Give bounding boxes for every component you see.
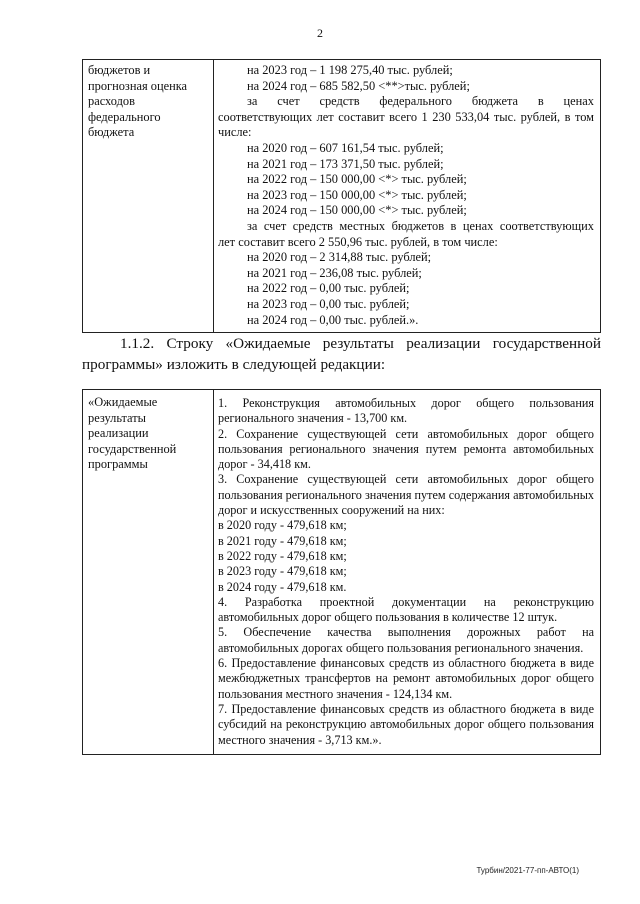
result-item: 1. Реконструкция автомобильных дорог общего пользования регионального значения - 13,700 км. [218, 396, 594, 426]
result-item: 2. Сохранение существующей сети автомобильных дорог общего пользования регионального значения путем ремонта автомобильных дорог - 34,418 км. [218, 426, 594, 472]
label-line: результаты [88, 410, 146, 425]
budget-line: на 2020 год – 2 314,88 тыс. рублей; [247, 250, 432, 265]
result-item: 7. Предоставление финансовых средств из областного бюджета в виде субсидий на реконструкцию автомобильных дорог общего пользования местного значения - 3,713 км.». [218, 701, 594, 747]
budget-line: за счет средств федерального бюджета в ценах [247, 94, 594, 109]
result-item: 4. Разработка проектной документации на реконструкцию автомобильных дорог общего пользования в количестве 12 штук. [218, 594, 594, 625]
label-line: бюджетов и [88, 63, 151, 77]
budget-line: на 2024 год – 0,00 тыс. рублей.». [247, 312, 419, 327]
amendment-paragraph: 1.1.2. Строку «Ожидаемые результаты реализации государственной программы» изложить в следующей редакции: [82, 335, 601, 373]
page-number: 2 [317, 26, 323, 40]
label-line: государственной [88, 441, 177, 456]
label-line: федерального [88, 109, 161, 124]
budget-line: на 2023 год – 1 198 275,40 тыс. рублей; [247, 63, 453, 77]
budget-line: лет составит всего 2 550,96 тыс. рублей, в том числе: [218, 234, 498, 249]
results-table-label-cell [83, 390, 214, 755]
budget-line: на 2021 год – 236,08 тыс. рублей; [247, 265, 422, 280]
budget-line: числе: [218, 125, 252, 140]
result-item: 3. Сохранение существующей сети автомобильных дорог общего пользования регионального значения путем содержания автомобильных дорог и искусственных сооружений на них: [218, 472, 594, 518]
label-line: реализации [88, 426, 149, 441]
label-line: бюджета [88, 125, 135, 140]
budget-line: соответствующих лет составит всего 1 230 533,04 тыс. рублей, в том [218, 109, 594, 124]
result-item: 6. Предоставление финансовых средств из областного бюджета в виде межбюджетных трансфертов на ремонт автомобильных дорог общего пользования местного значения - 124,134 км. [218, 656, 594, 701]
budget-table-content-cell [214, 60, 601, 333]
budget-line: на 2020 год – 607 161,54 тыс. рублей; [247, 140, 444, 155]
results-table-content-cell [214, 390, 601, 755]
result-year-line: в 2022 году - 479,618 км; [218, 548, 347, 563]
budget-line: на 2022 год – 150 000,00 <*> тыс. рублей; [247, 172, 467, 187]
budget-line: за счет средств местных бюджетов в ценах соответствующих [247, 218, 594, 233]
result-year-line: в 2024 году - 479,618 км. [218, 579, 347, 594]
result-year-line: в 2020 году - 479,618 км; [218, 518, 347, 533]
result-year-line: в 2023 году - 479,618 км; [218, 564, 347, 579]
budget-line: на 2024 год – 685 582,50 <**>тыс. рублей; [247, 78, 470, 93]
label-line: «Ожидаемые [88, 395, 158, 409]
budget-line: на 2021 год – 173 371,50 тыс. рублей; [247, 156, 444, 171]
results-table [82, 389, 601, 755]
document-footer-code: Турбин/2021-77-пп-АВТО(1) [476, 866, 579, 875]
budget-line: на 2022 год – 0,00 тыс. рублей; [247, 281, 410, 296]
budget-line: на 2024 год – 150 000,00 <*> тыс. рублей; [247, 203, 467, 218]
label-line: расходов [88, 94, 135, 109]
budget-line: на 2023 год – 0,00 тыс. рублей; [247, 296, 410, 311]
budget-table [82, 59, 601, 333]
result-item: 5. Обеспечение качества выполнения дорожных работ на автомобильных дорогах общего пользования регионального значения. [218, 625, 594, 655]
result-year-line: в 2021 году - 479,618 км; [218, 533, 347, 548]
budget-table-label-cell [83, 60, 214, 333]
label-line: программы [88, 457, 148, 472]
label-line: прогнозная оценка [88, 78, 188, 93]
budget-line: на 2023 год – 150 000,00 <*> тыс. рублей; [247, 187, 467, 202]
